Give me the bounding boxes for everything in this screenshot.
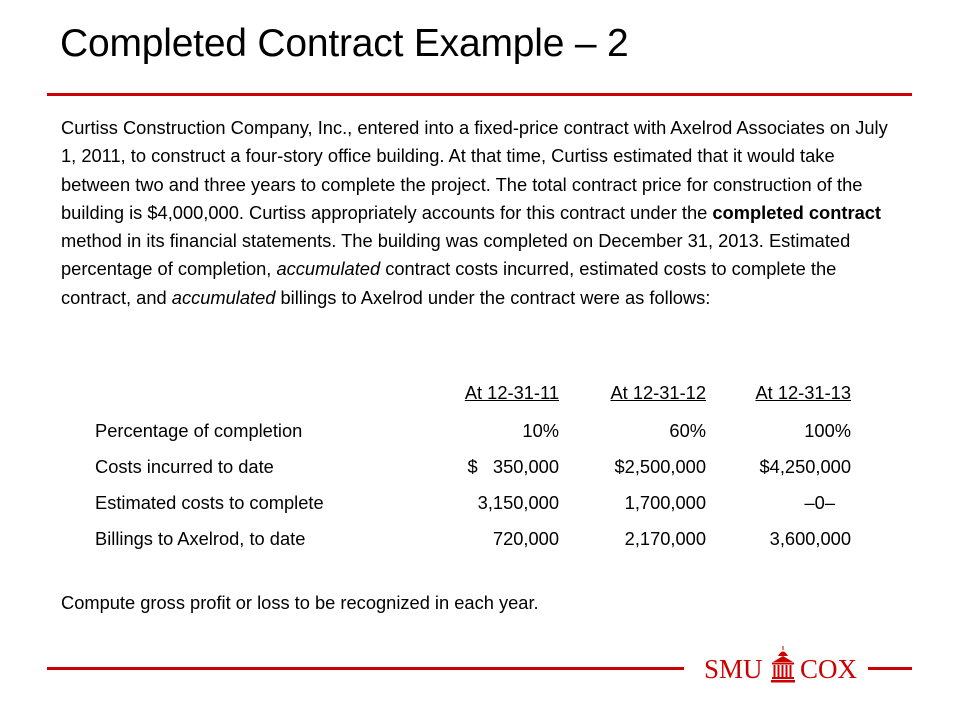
row-label: Billings to Axelrod, to date [95,528,306,549]
table-cell: 60% [669,420,706,441]
column-header: At 12-31-11 [464,382,559,403]
statement-italic-1: accumulated [276,258,381,280]
table-cell: 100% [804,420,851,441]
row-label: Costs incurred to date [95,456,274,477]
smu-cox-logo-graphic [700,644,865,692]
logo-left-text: SMU [704,654,763,684]
table-cell: –0– [804,492,835,513]
table-cell: 3,600,000 [769,528,851,549]
statement-text-1: Curtiss Construction Company, Inc., entered into a fixed-price contract with Axelrod Associates on July 1, 2011, to construct a four-story office building. At that time, Curtiss estimated that it would take between two and three years to complete the project. The total contract price for construction of the building is $4,000,000. Curtiss appropriately accounts for this contract under the [61,117,888,223]
slide-title: Completed Contract Example – 2 [60,22,629,65]
statement-text-3: contract costs incurred, estimated costs to complete the contract, and [61,258,837,308]
statement-text-2: method in its financial statements. The building was completed on December 31, 2013. Estimated percentage of completion, [61,230,851,280]
table-header-row [61,382,861,420]
university-building-icon [771,646,795,683]
logo-right-text: COX [800,654,858,684]
table-cell: 2,170,000 [624,528,706,549]
table-cell: $2,500,000 [614,456,706,477]
table-row [61,456,861,492]
row-label: Percentage of completion [95,420,303,441]
smu-cox-logo [700,644,865,692]
table-row [61,420,861,456]
table-cell: 3,150,000 [477,492,559,513]
row-label: Estimated costs to complete [95,492,324,513]
bottom-divider-left [47,667,684,670]
statement-italic-2: accumulated [171,286,276,308]
table-cell: 10% [522,420,559,441]
table-row [61,528,861,564]
instruction-text: Compute gross profit or loss to be recognized in each year. [61,592,539,613]
contract-data-table [61,382,861,564]
top-divider [47,93,912,96]
table-cell: 1,700,000 [624,492,706,513]
column-header: At 12-31-12 [610,382,706,403]
problem-statement [61,114,906,312]
statement-text-4: billings to Axelrod under the contract were as follows: [275,286,711,308]
column-header: At 12-31-13 [755,382,851,403]
table-cell: $ 350,000 [467,456,559,477]
table-cell: $4,250,000 [759,456,851,477]
table-cell: 720,000 [492,528,559,549]
table-row [61,492,861,528]
bottom-divider-right [868,667,912,670]
statement-bold-term: completed contract [712,201,882,223]
